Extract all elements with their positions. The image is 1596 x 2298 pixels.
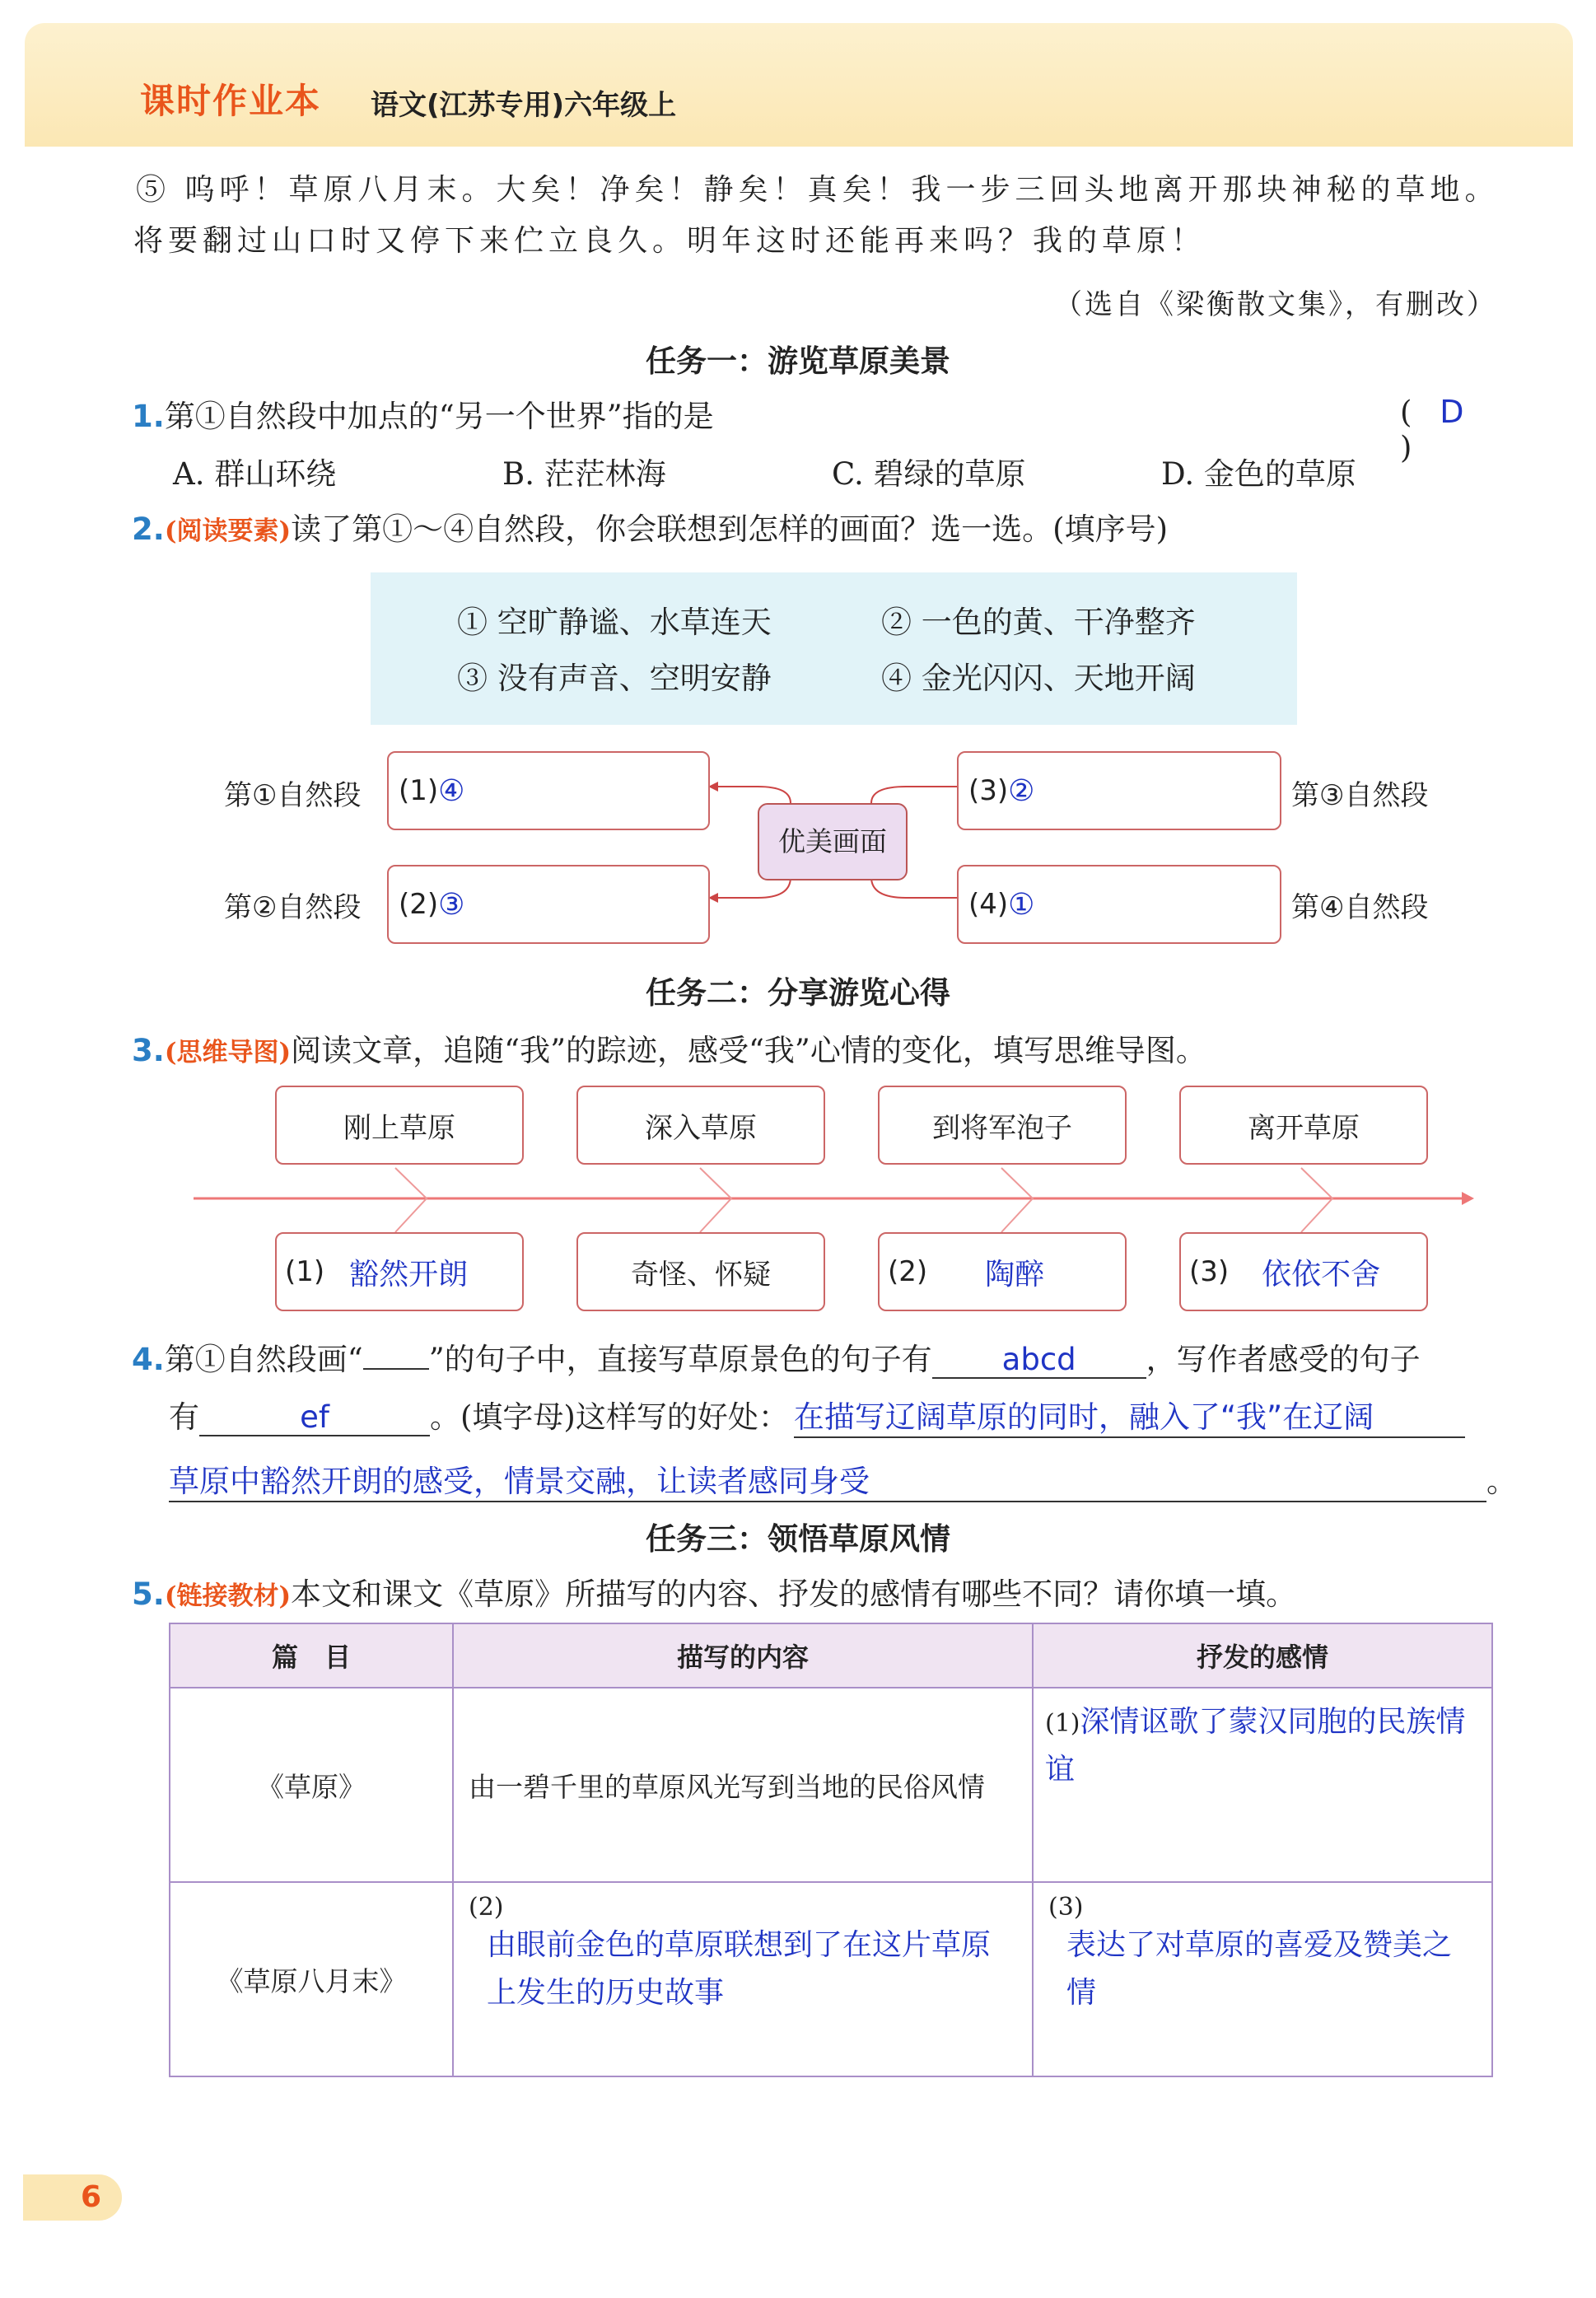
q2-label-3: 第③自然段 — [1291, 779, 1429, 812]
q4-answer-2: ef — [300, 1399, 329, 1435]
q2-box-3-answer: ② — [1008, 773, 1035, 808]
q5-row2-content-index: (2) — [469, 1893, 504, 1922]
q2-choice-3: ③ 没有声音、空明安静 — [457, 661, 772, 696]
q1-paren-close: ) — [1400, 430, 1412, 465]
page-number: 6 — [23, 2174, 122, 2221]
passage-line-2: 将要翻过山口时又停下来伫立良久。明年这时还能再来吗？我的草原！ — [133, 224, 1206, 258]
q2-choice-4: ④ 金光闪闪、天地开阔 — [881, 661, 1196, 696]
q5-row2-title: 《草原八月末》 — [170, 1882, 453, 2076]
q4-answer-3a: 在描写辽阔草原的同时，融入了“我”在辽阔 — [794, 1392, 1465, 1438]
q2-box-2-answer: ③ — [438, 887, 465, 922]
q3-feeling-4-answer: 依依不舍 — [1262, 1257, 1381, 1291]
q3-feeling-1-answer: 豁然开朗 — [349, 1257, 469, 1291]
q4-answer-1: abcd — [1001, 1342, 1076, 1377]
q3-stage-4: 离开草原 — [1179, 1086, 1428, 1165]
q2-choice-2: ② 一色的黄、干净整齐 — [881, 605, 1196, 640]
q2-box-1-answer: ④ — [438, 773, 465, 808]
q5-row1-content: 由一碧千里的草原风光写到当地的民俗风情 — [453, 1688, 1033, 1882]
q4-part4: 有 — [169, 1399, 199, 1435]
q4-answer-3b: 草原中豁然开朗的感受，情景交融，让读者感同身受 — [169, 1456, 1486, 1502]
q2-box-4-index: (4) — [968, 888, 1009, 921]
q5-header-content: 描写的内容 — [453, 1623, 1033, 1688]
q5-question — [132, 1569, 1296, 1614]
q4-line-2 — [169, 1392, 1465, 1438]
q3-feeling-2: 奇怪、怀疑 — [576, 1232, 825, 1311]
q3-feeling-3-index: (2) — [888, 1255, 928, 1288]
q5-row1-feeling — [1033, 1688, 1492, 1882]
q2-label-1: 第①自然段 — [224, 779, 362, 812]
passage-source: （选自《梁衡散文集》，有删改） — [1054, 288, 1497, 321]
q3-stage-1: 刚上草原 — [275, 1086, 524, 1165]
q4-blank-mark — [363, 1343, 429, 1370]
brand-title: 课时作业本 — [140, 81, 322, 121]
task3-title: 任务三：领悟草原风情 — [646, 1520, 950, 1557]
q2-box-3 — [957, 751, 1281, 830]
q2-box-3-index: (3) — [968, 774, 1009, 807]
q4-part1: 第①自然段画“ — [164, 1342, 363, 1377]
q3-feeling-1-index: (1) — [285, 1255, 325, 1288]
q2-box-2 — [387, 865, 710, 944]
q1-paren-open: ( — [1400, 395, 1412, 430]
q2-box-4-answer: ① — [1008, 887, 1035, 922]
q1-option-b: B. 茫茫林海 — [502, 456, 666, 492]
q1-number: 1. — [132, 399, 165, 434]
q4-end: 。 — [1486, 1464, 1517, 1499]
q4-number: 4. — [132, 1342, 165, 1377]
passage-line-1: ⑤ 呜呼！草原八月末。大矣！净矣！静矣！真矣！我一步三回头地离开那块神秘的草地。 — [136, 173, 1500, 207]
q5-number: 5. — [132, 1576, 165, 1612]
q2-label-2: 第②自然段 — [224, 891, 362, 924]
q3-stage-3: 到将军泡子 — [878, 1086, 1127, 1165]
q3-stage-2: 深入草原 — [576, 1086, 825, 1165]
q1-text: 第①自然段中加点的“另一个世界”指的是 — [164, 399, 714, 434]
q2-choice-1: ① 空旷静谧、水草连天 — [457, 605, 772, 640]
q4-part5: 。(填字母)这样写的好处： — [430, 1399, 789, 1435]
q3-feeling-3-answer: 陶醉 — [985, 1257, 1045, 1291]
q2-text: 读了第①～④自然段，你会联想到怎样的画面？选一选。(填序号) — [291, 511, 1169, 547]
q1-option-c: C. 碧绿的草原 — [832, 456, 1026, 492]
q3-number: 3. — [132, 1033, 165, 1068]
table-row — [170, 1882, 1492, 2076]
q5-row2-feeling-index: (3) — [1048, 1893, 1084, 1922]
q3-feeling-4 — [1179, 1232, 1428, 1311]
q5-row2-content-answer: 由眼前金色的草原联想到了在这片草原上发生的历史故事 — [487, 1928, 992, 2010]
q4-part3: ，写作者感受的句子 — [1146, 1342, 1421, 1377]
q4-line-1 — [132, 1334, 1421, 1379]
q5-row2-feeling-answer: 表达了对草原的喜爱及赞美之情 — [1066, 1928, 1453, 2010]
q1-option-a: A. 群山环绕 — [173, 456, 337, 492]
q2-box-1 — [387, 751, 710, 830]
q2-label-4: 第④自然段 — [1291, 891, 1429, 924]
q5-header-title: 篇 目 — [170, 1623, 453, 1688]
q2-box-4 — [957, 865, 1281, 944]
q2-center-node: 优美画面 — [758, 803, 908, 880]
table-row — [170, 1688, 1492, 1882]
q3-feeling-3 — [878, 1232, 1127, 1311]
task2-title: 任务二：分享游览心得 — [646, 974, 950, 1011]
q4-blank-2 — [199, 1399, 430, 1436]
q2-box-2-index: (2) — [399, 888, 439, 921]
q5-tag: (链接教材) — [164, 1581, 292, 1611]
q3-feeling-4-index: (3) — [1189, 1255, 1230, 1288]
q3-question — [132, 1025, 1206, 1070]
q5-table-header — [170, 1623, 1492, 1688]
q5-row1-feeling-answer: 深情讴歌了蒙汉同胞的民族情谊 — [1045, 1705, 1466, 1787]
q2-number: 2. — [132, 511, 165, 547]
q1-option-d: D. 金色的草原 — [1161, 456, 1356, 492]
task1-title: 任务一：游览草原美景 — [646, 343, 950, 379]
q3-text: 阅读文章，追随“我”的踪迹，感受“我”心情的变化，填写思维导图。 — [291, 1033, 1206, 1068]
q5-header-feeling: 抒发的感情 — [1033, 1623, 1492, 1688]
q5-row1-feeling-index: (1) — [1045, 1709, 1080, 1738]
q4-line-3 — [169, 1456, 1517, 1502]
q3-tag: (思维导图) — [164, 1038, 292, 1067]
q5-row2-content — [453, 1882, 1033, 2076]
q5-text: 本文和课文《草原》所描写的内容、抒发的感情有哪些不同？请你填一填。 — [291, 1576, 1297, 1612]
subject-title: 语文(江苏专用)六年级上 — [371, 89, 677, 122]
q4-part2: ”的句子中，直接写草原景色的句子有 — [428, 1342, 932, 1377]
q3-feeling-1 — [275, 1232, 524, 1311]
q2-box-1-index: (1) — [399, 774, 439, 807]
q5-row1-title: 《草原》 — [170, 1688, 453, 1882]
q5-row2-feeling — [1033, 1882, 1492, 2076]
q4-blank-1 — [932, 1342, 1146, 1379]
q1-answer: D — [1440, 394, 1464, 430]
q5-table — [169, 1623, 1493, 2077]
q2-tag: (阅读要素) — [164, 516, 292, 546]
